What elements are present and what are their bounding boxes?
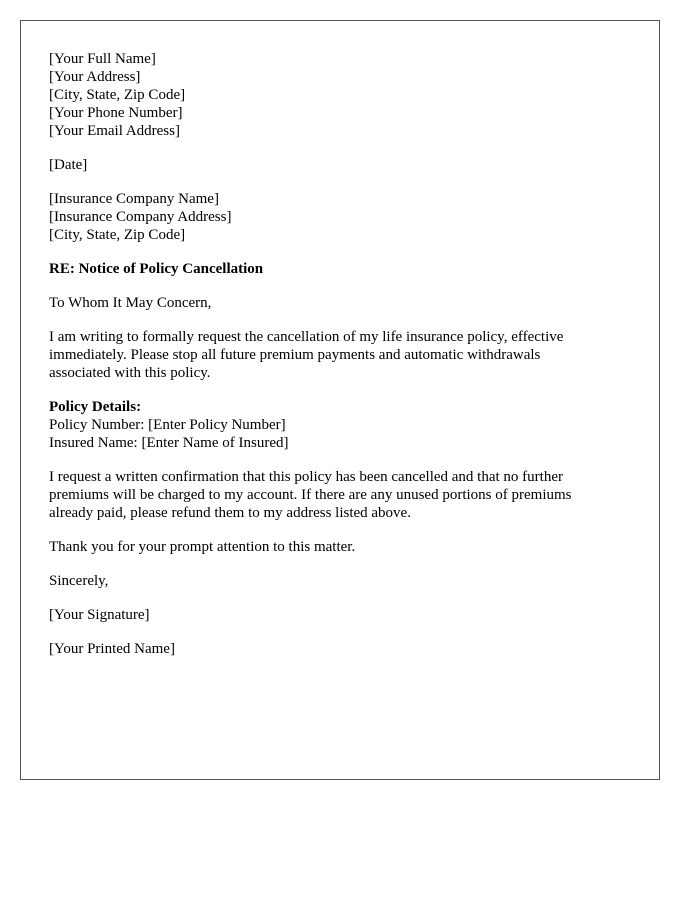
- letter-page: [20, 20, 660, 780]
- policy-details-block: [49, 398, 631, 452]
- sender-name: [Your Full Name]: [49, 51, 156, 67]
- recipient-city-state-zip: [City, State, Zip Code]: [49, 227, 186, 243]
- signature-block: [49, 606, 631, 624]
- intro-paragraph: [49, 328, 631, 382]
- printed-name-block: [49, 640, 631, 658]
- thanks-line: Thank you for your prompt attention to this matter.: [49, 539, 356, 555]
- salutation: To Whom It May Concern,: [49, 295, 212, 311]
- subject-line: RE: Notice of Policy Cancellation: [49, 261, 264, 277]
- sender-block: [49, 50, 631, 140]
- printed-name-line: [Your Printed Name]: [49, 641, 175, 657]
- intro-line: immediately. Please stop all future premium payments and automatic withdrawals: [49, 347, 541, 363]
- closing-block: [49, 572, 631, 590]
- sender-city-state-zip: [City, State, Zip Code]: [49, 87, 186, 103]
- intro-line: I am writing to formally request the cancellation of my life insurance policy, effective: [49, 329, 564, 345]
- sender-phone: [Your Phone Number]: [49, 105, 183, 121]
- policy-number-line: Policy Number: [Enter Policy Number]: [49, 417, 286, 433]
- recipient-company-name: [Insurance Company Name]: [49, 191, 219, 207]
- thanks-paragraph: [49, 538, 631, 556]
- confirmation-line: I request a written confirmation that this policy has been cancelled and that no further: [49, 469, 563, 485]
- insured-name-line: Insured Name: [Enter Name of Insured]: [49, 435, 289, 451]
- recipient-company-address: [Insurance Company Address]: [49, 209, 232, 225]
- sender-email: [Your Email Address]: [49, 123, 180, 139]
- sender-address: [Your Address]: [49, 69, 141, 85]
- salutation-block: [49, 294, 631, 312]
- recipient-block: [49, 190, 631, 244]
- policy-details-heading: Policy Details:: [49, 399, 142, 415]
- date-block: [49, 156, 631, 174]
- confirmation-line: premiums will be charged to my account. If there are any unused portions of premiums: [49, 487, 572, 503]
- intro-line: associated with this policy.: [49, 365, 211, 381]
- confirmation-line: already paid, please refund them to my address listed above.: [49, 505, 411, 521]
- letter-date: [Date]: [49, 157, 88, 173]
- subject-block: [49, 260, 631, 278]
- signature-line: [Your Signature]: [49, 607, 150, 623]
- closing-line: Sincerely,: [49, 573, 109, 589]
- confirmation-paragraph: [49, 468, 631, 522]
